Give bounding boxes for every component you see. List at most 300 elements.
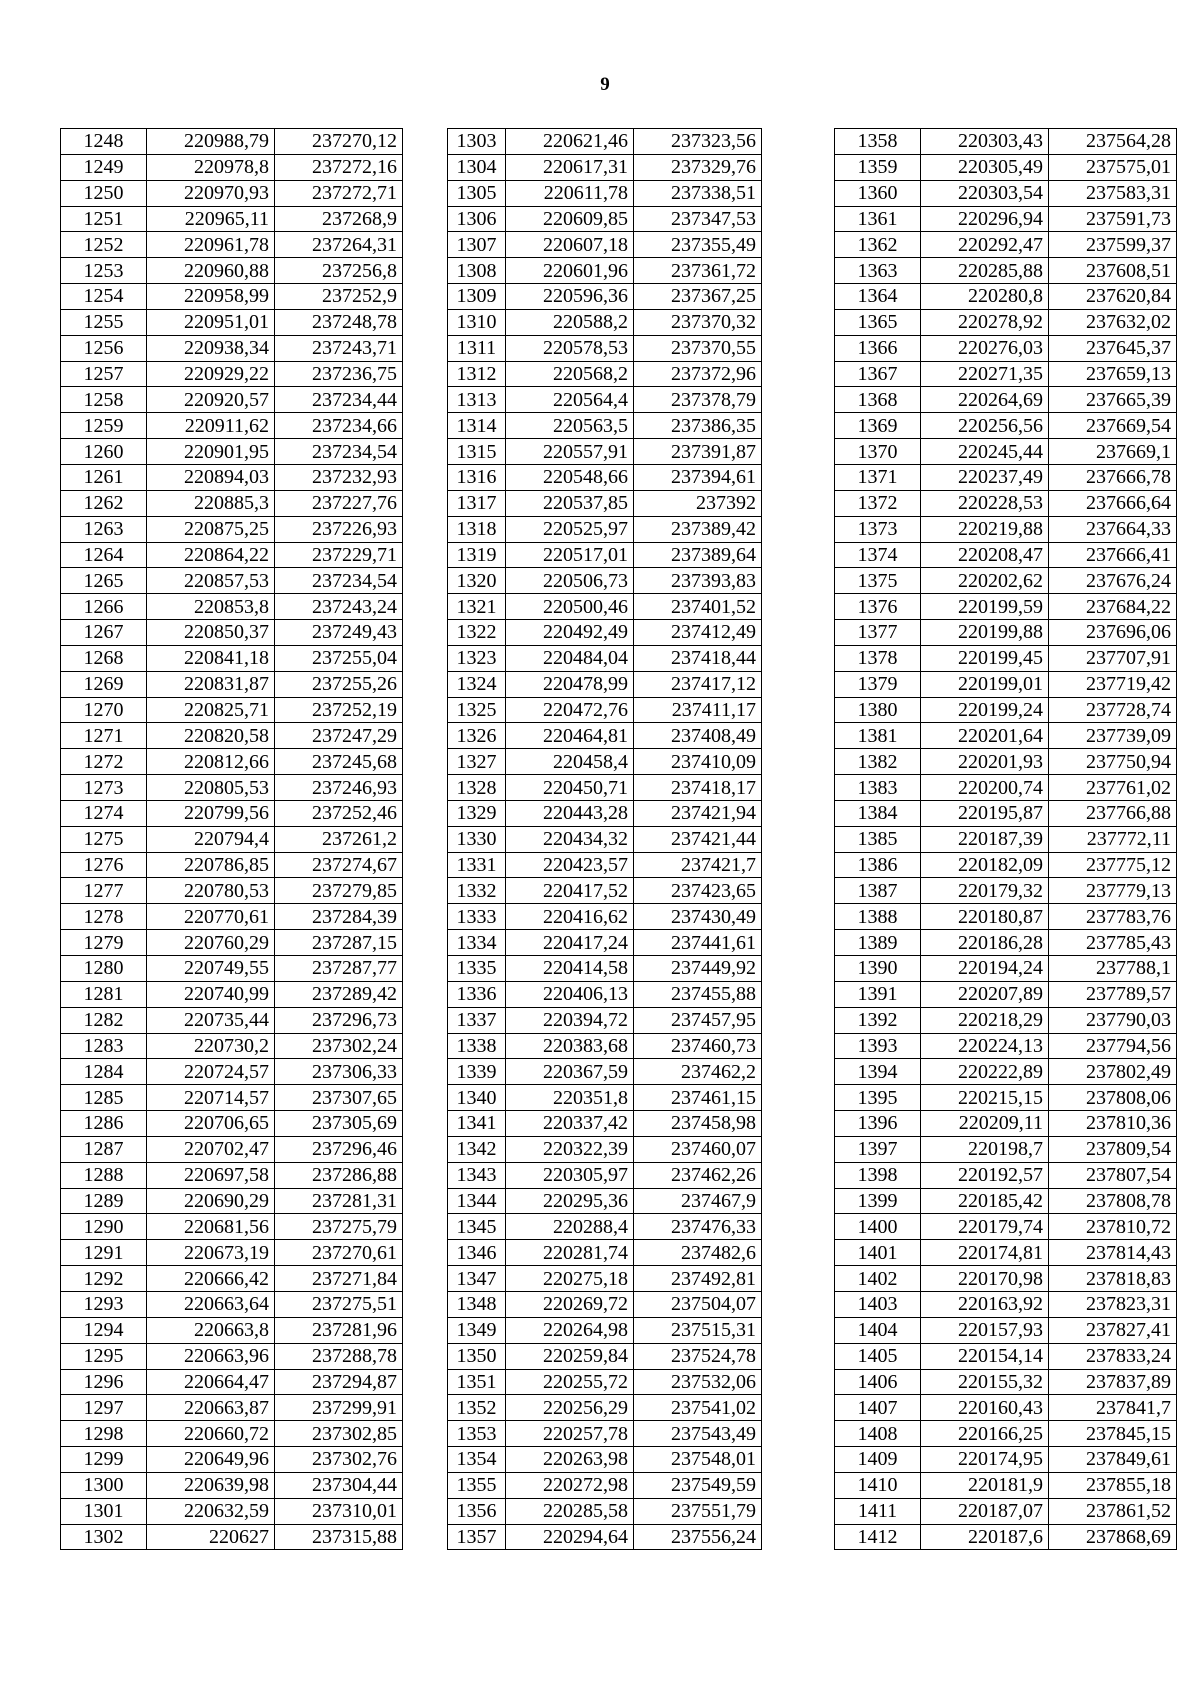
x-coordinate-cell: 220596,36 — [506, 284, 634, 310]
x-coordinate-cell: 220417,52 — [506, 878, 634, 904]
y-coordinate-cell: 237666,78 — [1049, 464, 1177, 490]
point-number-cell: 1378 — [835, 645, 921, 671]
point-number-cell: 1340 — [448, 1085, 506, 1111]
x-coordinate-cell: 220929,22 — [147, 361, 275, 387]
table-row — [61, 1188, 403, 1214]
y-coordinate-cell: 237281,96 — [275, 1317, 403, 1343]
point-number-cell: 1323 — [448, 645, 506, 671]
y-coordinate-cell: 237246,93 — [275, 775, 403, 801]
x-coordinate-cell: 220965,11 — [147, 206, 275, 232]
point-number-cell: 1318 — [448, 516, 506, 542]
point-number-cell: 1280 — [61, 956, 147, 982]
x-coordinate-cell: 220663,8 — [147, 1317, 275, 1343]
y-coordinate-cell: 237739,09 — [1049, 723, 1177, 749]
point-number-cell: 1259 — [61, 413, 147, 439]
table-row — [835, 258, 1177, 284]
x-coordinate-cell: 220609,85 — [506, 206, 634, 232]
point-number-cell: 1319 — [448, 542, 506, 568]
table-row — [448, 309, 762, 335]
y-coordinate-cell: 237599,37 — [1049, 232, 1177, 258]
point-number-cell: 1396 — [835, 1111, 921, 1137]
point-number-cell: 1268 — [61, 645, 147, 671]
x-coordinate-cell: 220864,22 — [147, 542, 275, 568]
y-coordinate-cell: 237449,92 — [634, 956, 762, 982]
y-coordinate-cell: 237810,36 — [1049, 1111, 1177, 1137]
y-coordinate-cell: 237272,16 — [275, 154, 403, 180]
x-coordinate-cell: 220245,44 — [921, 439, 1049, 465]
x-coordinate-cell: 220174,95 — [921, 1447, 1049, 1473]
table-row — [61, 361, 403, 387]
y-coordinate-cell: 237234,66 — [275, 413, 403, 439]
x-coordinate-cell: 220458,4 — [506, 749, 634, 775]
point-number-cell: 1334 — [448, 930, 506, 956]
y-coordinate-cell: 237810,72 — [1049, 1214, 1177, 1240]
point-number-cell: 1391 — [835, 981, 921, 1007]
x-coordinate-cell: 220292,47 — [921, 232, 1049, 258]
point-number-cell: 1405 — [835, 1343, 921, 1369]
point-number-cell: 1308 — [448, 258, 506, 284]
y-coordinate-cell: 237761,02 — [1049, 775, 1177, 801]
y-coordinate-cell: 237268,9 — [275, 206, 403, 232]
table-row — [448, 206, 762, 232]
y-coordinate-cell: 237823,31 — [1049, 1291, 1177, 1317]
table-row — [835, 1111, 1177, 1137]
point-number-cell: 1283 — [61, 1033, 147, 1059]
table-row — [835, 1291, 1177, 1317]
y-coordinate-cell: 237775,12 — [1049, 852, 1177, 878]
point-number-cell: 1359 — [835, 154, 921, 180]
x-coordinate-cell: 220607,18 — [506, 232, 634, 258]
x-coordinate-cell: 220285,88 — [921, 258, 1049, 284]
point-number-cell: 1390 — [835, 956, 921, 982]
x-coordinate-cell: 220820,58 — [147, 723, 275, 749]
table-row — [61, 1059, 403, 1085]
y-coordinate-cell: 237457,95 — [634, 1007, 762, 1033]
point-number-cell: 1253 — [61, 258, 147, 284]
point-number-cell: 1294 — [61, 1317, 147, 1343]
x-coordinate-cell: 220557,91 — [506, 439, 634, 465]
table-row — [448, 154, 762, 180]
point-number-cell: 1285 — [61, 1085, 147, 1111]
point-number-cell: 1379 — [835, 671, 921, 697]
y-coordinate-cell: 237766,88 — [1049, 800, 1177, 826]
x-coordinate-cell: 220805,53 — [147, 775, 275, 801]
point-number-cell: 1368 — [835, 387, 921, 413]
point-number-cell: 1316 — [448, 464, 506, 490]
table-row — [835, 956, 1177, 982]
x-coordinate-cell: 220417,24 — [506, 930, 634, 956]
point-number-cell: 1329 — [448, 800, 506, 826]
table-row — [61, 1240, 403, 1266]
point-number-cell: 1404 — [835, 1317, 921, 1343]
point-number-cell: 1337 — [448, 1007, 506, 1033]
x-coordinate-cell: 220192,57 — [921, 1162, 1049, 1188]
table-row — [835, 1214, 1177, 1240]
x-coordinate-cell: 220187,07 — [921, 1498, 1049, 1524]
x-coordinate-cell: 220295,36 — [506, 1188, 634, 1214]
y-coordinate-cell: 237272,71 — [275, 180, 403, 206]
x-coordinate-cell: 220664,47 — [147, 1369, 275, 1395]
y-coordinate-cell: 237421,94 — [634, 800, 762, 826]
table-row — [835, 1240, 1177, 1266]
point-number-cell: 1377 — [835, 620, 921, 646]
point-number-cell: 1393 — [835, 1033, 921, 1059]
table-row — [835, 490, 1177, 516]
x-coordinate-cell: 220199,88 — [921, 620, 1049, 646]
x-coordinate-cell: 220588,2 — [506, 309, 634, 335]
y-coordinate-cell: 237245,68 — [275, 749, 403, 775]
x-coordinate-cell: 220443,28 — [506, 800, 634, 826]
y-coordinate-cell: 237287,77 — [275, 956, 403, 982]
table-row — [61, 206, 403, 232]
y-coordinate-cell: 237818,83 — [1049, 1266, 1177, 1292]
y-coordinate-cell: 237808,06 — [1049, 1085, 1177, 1111]
point-number-cell: 1352 — [448, 1395, 506, 1421]
table-row — [61, 1472, 403, 1498]
x-coordinate-cell: 220663,87 — [147, 1395, 275, 1421]
y-coordinate-cell: 237243,24 — [275, 594, 403, 620]
x-coordinate-cell: 220706,65 — [147, 1111, 275, 1137]
table-row — [61, 1033, 403, 1059]
table-row — [835, 671, 1177, 697]
x-coordinate-cell: 220263,98 — [506, 1447, 634, 1473]
y-coordinate-cell: 237378,79 — [634, 387, 762, 413]
point-number-cell: 1394 — [835, 1059, 921, 1085]
y-coordinate-cell: 237772,11 — [1049, 826, 1177, 852]
table-row — [448, 464, 762, 490]
x-coordinate-cell: 220894,03 — [147, 464, 275, 490]
y-coordinate-cell: 237645,37 — [1049, 335, 1177, 361]
y-coordinate-cell: 237417,12 — [634, 671, 762, 697]
x-coordinate-cell: 220228,53 — [921, 490, 1049, 516]
x-coordinate-cell: 220724,57 — [147, 1059, 275, 1085]
table-row — [448, 1343, 762, 1369]
point-number-cell: 1326 — [448, 723, 506, 749]
point-number-cell: 1411 — [835, 1498, 921, 1524]
y-coordinate-cell: 237249,43 — [275, 620, 403, 646]
point-number-cell: 1389 — [835, 930, 921, 956]
table-row — [61, 1369, 403, 1395]
x-coordinate-cell: 220666,42 — [147, 1266, 275, 1292]
point-number-cell: 1410 — [835, 1472, 921, 1498]
y-coordinate-cell: 237299,91 — [275, 1395, 403, 1421]
table-row — [835, 361, 1177, 387]
table-row — [835, 129, 1177, 155]
x-coordinate-cell: 220182,09 — [921, 852, 1049, 878]
y-coordinate-cell: 237841,7 — [1049, 1395, 1177, 1421]
x-coordinate-cell: 220690,29 — [147, 1188, 275, 1214]
y-coordinate-cell: 237833,24 — [1049, 1343, 1177, 1369]
x-coordinate-cell: 220649,96 — [147, 1447, 275, 1473]
table-row — [448, 1524, 762, 1550]
x-coordinate-cell: 220831,87 — [147, 671, 275, 697]
table-row — [835, 930, 1177, 956]
y-coordinate-cell: 237868,69 — [1049, 1524, 1177, 1550]
x-coordinate-cell: 220825,71 — [147, 697, 275, 723]
point-number-cell: 1281 — [61, 981, 147, 1007]
table-row — [448, 490, 762, 516]
coordinates-table-1 — [60, 128, 403, 1550]
table-row — [61, 309, 403, 335]
x-coordinate-cell: 220276,03 — [921, 335, 1049, 361]
x-coordinate-cell: 220639,98 — [147, 1472, 275, 1498]
table-row — [61, 1447, 403, 1473]
table-row — [835, 1266, 1177, 1292]
y-coordinate-cell: 237261,2 — [275, 826, 403, 852]
point-number-cell: 1266 — [61, 594, 147, 620]
table-row — [448, 258, 762, 284]
x-coordinate-cell: 220564,4 — [506, 387, 634, 413]
x-coordinate-cell: 220180,87 — [921, 904, 1049, 930]
x-coordinate-cell: 220794,4 — [147, 826, 275, 852]
table-row — [835, 464, 1177, 490]
point-number-cell: 1339 — [448, 1059, 506, 1085]
y-coordinate-cell: 237412,49 — [634, 620, 762, 646]
table-row — [448, 1162, 762, 1188]
table-row — [448, 1498, 762, 1524]
point-number-cell: 1304 — [448, 154, 506, 180]
y-coordinate-cell: 237294,87 — [275, 1369, 403, 1395]
point-number-cell: 1260 — [61, 439, 147, 465]
x-coordinate-cell: 220920,57 — [147, 387, 275, 413]
table-row — [835, 413, 1177, 439]
y-coordinate-cell: 237401,52 — [634, 594, 762, 620]
y-coordinate-cell: 237394,61 — [634, 464, 762, 490]
point-number-cell: 1254 — [61, 284, 147, 310]
x-coordinate-cell: 220770,61 — [147, 904, 275, 930]
x-coordinate-cell: 220199,59 — [921, 594, 1049, 620]
coordinates-table-3 — [834, 128, 1177, 1550]
point-number-cell: 1261 — [61, 464, 147, 490]
table-row — [61, 775, 403, 801]
y-coordinate-cell: 237719,42 — [1049, 671, 1177, 697]
y-coordinate-cell: 237515,31 — [634, 1317, 762, 1343]
table-row — [448, 1266, 762, 1292]
x-coordinate-cell: 220780,53 — [147, 878, 275, 904]
table-row — [835, 594, 1177, 620]
x-coordinate-cell: 220219,88 — [921, 516, 1049, 542]
table-row — [835, 1395, 1177, 1421]
point-number-cell: 1275 — [61, 826, 147, 852]
table-row — [448, 180, 762, 206]
table-row — [61, 1136, 403, 1162]
table-row — [61, 1214, 403, 1240]
x-coordinate-cell: 220472,76 — [506, 697, 634, 723]
y-coordinate-cell: 237256,8 — [275, 258, 403, 284]
x-coordinate-cell: 220303,54 — [921, 180, 1049, 206]
x-coordinate-cell: 220272,98 — [506, 1472, 634, 1498]
y-coordinate-cell: 237802,49 — [1049, 1059, 1177, 1085]
table-row — [835, 749, 1177, 775]
y-coordinate-cell: 237411,17 — [634, 697, 762, 723]
y-coordinate-cell: 237296,73 — [275, 1007, 403, 1033]
point-number-cell: 1256 — [61, 335, 147, 361]
table-row — [448, 723, 762, 749]
point-number-cell: 1320 — [448, 568, 506, 594]
x-coordinate-cell: 220786,85 — [147, 852, 275, 878]
x-coordinate-cell: 220288,4 — [506, 1214, 634, 1240]
table-row — [835, 645, 1177, 671]
y-coordinate-cell: 237789,57 — [1049, 981, 1177, 1007]
table-row — [61, 1395, 403, 1421]
point-number-cell: 1284 — [61, 1059, 147, 1085]
table-row — [448, 361, 762, 387]
point-number-cell: 1343 — [448, 1162, 506, 1188]
y-coordinate-cell: 237247,29 — [275, 723, 403, 749]
y-coordinate-cell: 237284,39 — [275, 904, 403, 930]
table-row — [61, 1266, 403, 1292]
table-row — [61, 852, 403, 878]
point-number-cell: 1336 — [448, 981, 506, 1007]
y-coordinate-cell: 237861,52 — [1049, 1498, 1177, 1524]
table-row — [61, 1007, 403, 1033]
table-row — [61, 1421, 403, 1447]
point-number-cell: 1303 — [448, 129, 506, 155]
x-coordinate-cell: 220578,53 — [506, 335, 634, 361]
table-row — [448, 1085, 762, 1111]
table-row — [835, 800, 1177, 826]
y-coordinate-cell: 237696,06 — [1049, 620, 1177, 646]
y-coordinate-cell: 237393,83 — [634, 568, 762, 594]
point-number-cell: 1300 — [61, 1472, 147, 1498]
x-coordinate-cell: 220450,71 — [506, 775, 634, 801]
y-coordinate-cell: 237274,67 — [275, 852, 403, 878]
point-number-cell: 1301 — [61, 1498, 147, 1524]
table-row — [835, 1162, 1177, 1188]
point-number-cell: 1252 — [61, 232, 147, 258]
table-row — [448, 1188, 762, 1214]
table-row — [835, 309, 1177, 335]
y-coordinate-cell: 237270,61 — [275, 1240, 403, 1266]
table-row — [61, 645, 403, 671]
x-coordinate-cell: 220517,01 — [506, 542, 634, 568]
table-row — [448, 1240, 762, 1266]
table-row — [448, 981, 762, 1007]
table-row — [835, 904, 1177, 930]
x-coordinate-cell: 220735,44 — [147, 1007, 275, 1033]
x-coordinate-cell: 220199,24 — [921, 697, 1049, 723]
table-row — [835, 697, 1177, 723]
y-coordinate-cell: 237232,93 — [275, 464, 403, 490]
table-row — [448, 826, 762, 852]
table-row — [448, 1369, 762, 1395]
x-coordinate-cell: 220322,39 — [506, 1136, 634, 1162]
y-coordinate-cell: 237849,61 — [1049, 1447, 1177, 1473]
x-coordinate-cell: 220416,62 — [506, 904, 634, 930]
y-coordinate-cell: 237583,31 — [1049, 180, 1177, 206]
x-coordinate-cell: 220224,13 — [921, 1033, 1049, 1059]
y-coordinate-cell: 237492,81 — [634, 1266, 762, 1292]
x-coordinate-cell: 220278,92 — [921, 309, 1049, 335]
point-number-cell: 1392 — [835, 1007, 921, 1033]
y-coordinate-cell: 237421,44 — [634, 826, 762, 852]
table-row — [448, 1447, 762, 1473]
point-number-cell: 1291 — [61, 1240, 147, 1266]
point-number-cell: 1249 — [61, 154, 147, 180]
x-coordinate-cell: 220632,59 — [147, 1498, 275, 1524]
y-coordinate-cell: 237676,24 — [1049, 568, 1177, 594]
table-row — [835, 1447, 1177, 1473]
y-coordinate-cell: 237391,87 — [634, 439, 762, 465]
y-coordinate-cell: 237808,78 — [1049, 1188, 1177, 1214]
point-number-cell: 1325 — [448, 697, 506, 723]
table-row — [448, 800, 762, 826]
point-number-cell: 1345 — [448, 1214, 506, 1240]
x-coordinate-cell: 220285,58 — [506, 1498, 634, 1524]
x-coordinate-cell: 220186,28 — [921, 930, 1049, 956]
y-coordinate-cell: 237302,76 — [275, 1447, 403, 1473]
table-row — [448, 852, 762, 878]
y-coordinate-cell: 237666,41 — [1049, 542, 1177, 568]
x-coordinate-cell: 220978,8 — [147, 154, 275, 180]
point-number-cell: 1354 — [448, 1447, 506, 1473]
point-number-cell: 1265 — [61, 568, 147, 594]
table-row — [61, 749, 403, 775]
y-coordinate-cell: 237460,73 — [634, 1033, 762, 1059]
table-row — [448, 749, 762, 775]
table-row — [61, 1162, 403, 1188]
table-row — [835, 206, 1177, 232]
x-coordinate-cell: 220218,29 — [921, 1007, 1049, 1033]
x-coordinate-cell: 220958,99 — [147, 284, 275, 310]
table-row — [448, 232, 762, 258]
table-row — [61, 620, 403, 646]
table-row — [835, 284, 1177, 310]
x-coordinate-cell: 220174,81 — [921, 1240, 1049, 1266]
x-coordinate-cell: 220166,25 — [921, 1421, 1049, 1447]
y-coordinate-cell: 237234,44 — [275, 387, 403, 413]
point-number-cell: 1255 — [61, 309, 147, 335]
table-row — [835, 335, 1177, 361]
x-coordinate-cell: 220850,37 — [147, 620, 275, 646]
x-coordinate-cell: 220617,31 — [506, 154, 634, 180]
y-coordinate-cell: 237286,88 — [275, 1162, 403, 1188]
y-coordinate-cell: 237323,56 — [634, 129, 762, 155]
y-coordinate-cell: 237296,46 — [275, 1136, 403, 1162]
x-coordinate-cell: 220257,78 — [506, 1421, 634, 1447]
point-number-cell: 1401 — [835, 1240, 921, 1266]
y-coordinate-cell: 237389,42 — [634, 516, 762, 542]
y-coordinate-cell: 237728,74 — [1049, 697, 1177, 723]
y-coordinate-cell: 237455,88 — [634, 981, 762, 1007]
point-number-cell: 1374 — [835, 542, 921, 568]
point-number-cell: 1263 — [61, 516, 147, 542]
point-number-cell: 1363 — [835, 258, 921, 284]
table-row — [61, 671, 403, 697]
point-number-cell: 1407 — [835, 1395, 921, 1421]
point-number-cell: 1367 — [835, 361, 921, 387]
y-coordinate-cell: 237423,65 — [634, 878, 762, 904]
y-coordinate-cell: 237807,54 — [1049, 1162, 1177, 1188]
point-number-cell: 1257 — [61, 361, 147, 387]
table-row — [61, 1343, 403, 1369]
point-number-cell: 1361 — [835, 206, 921, 232]
y-coordinate-cell: 237504,07 — [634, 1291, 762, 1317]
point-number-cell: 1331 — [448, 852, 506, 878]
y-coordinate-cell: 237783,76 — [1049, 904, 1177, 930]
table-row — [835, 1007, 1177, 1033]
point-number-cell: 1310 — [448, 309, 506, 335]
point-number-cell: 1409 — [835, 1447, 921, 1473]
point-number-cell: 1375 — [835, 568, 921, 594]
x-coordinate-cell: 220187,39 — [921, 826, 1049, 852]
x-coordinate-cell: 220259,84 — [506, 1343, 634, 1369]
table-row — [448, 516, 762, 542]
table-row — [61, 800, 403, 826]
point-number-cell: 1290 — [61, 1214, 147, 1240]
point-number-cell: 1412 — [835, 1524, 921, 1550]
y-coordinate-cell: 237227,76 — [275, 490, 403, 516]
